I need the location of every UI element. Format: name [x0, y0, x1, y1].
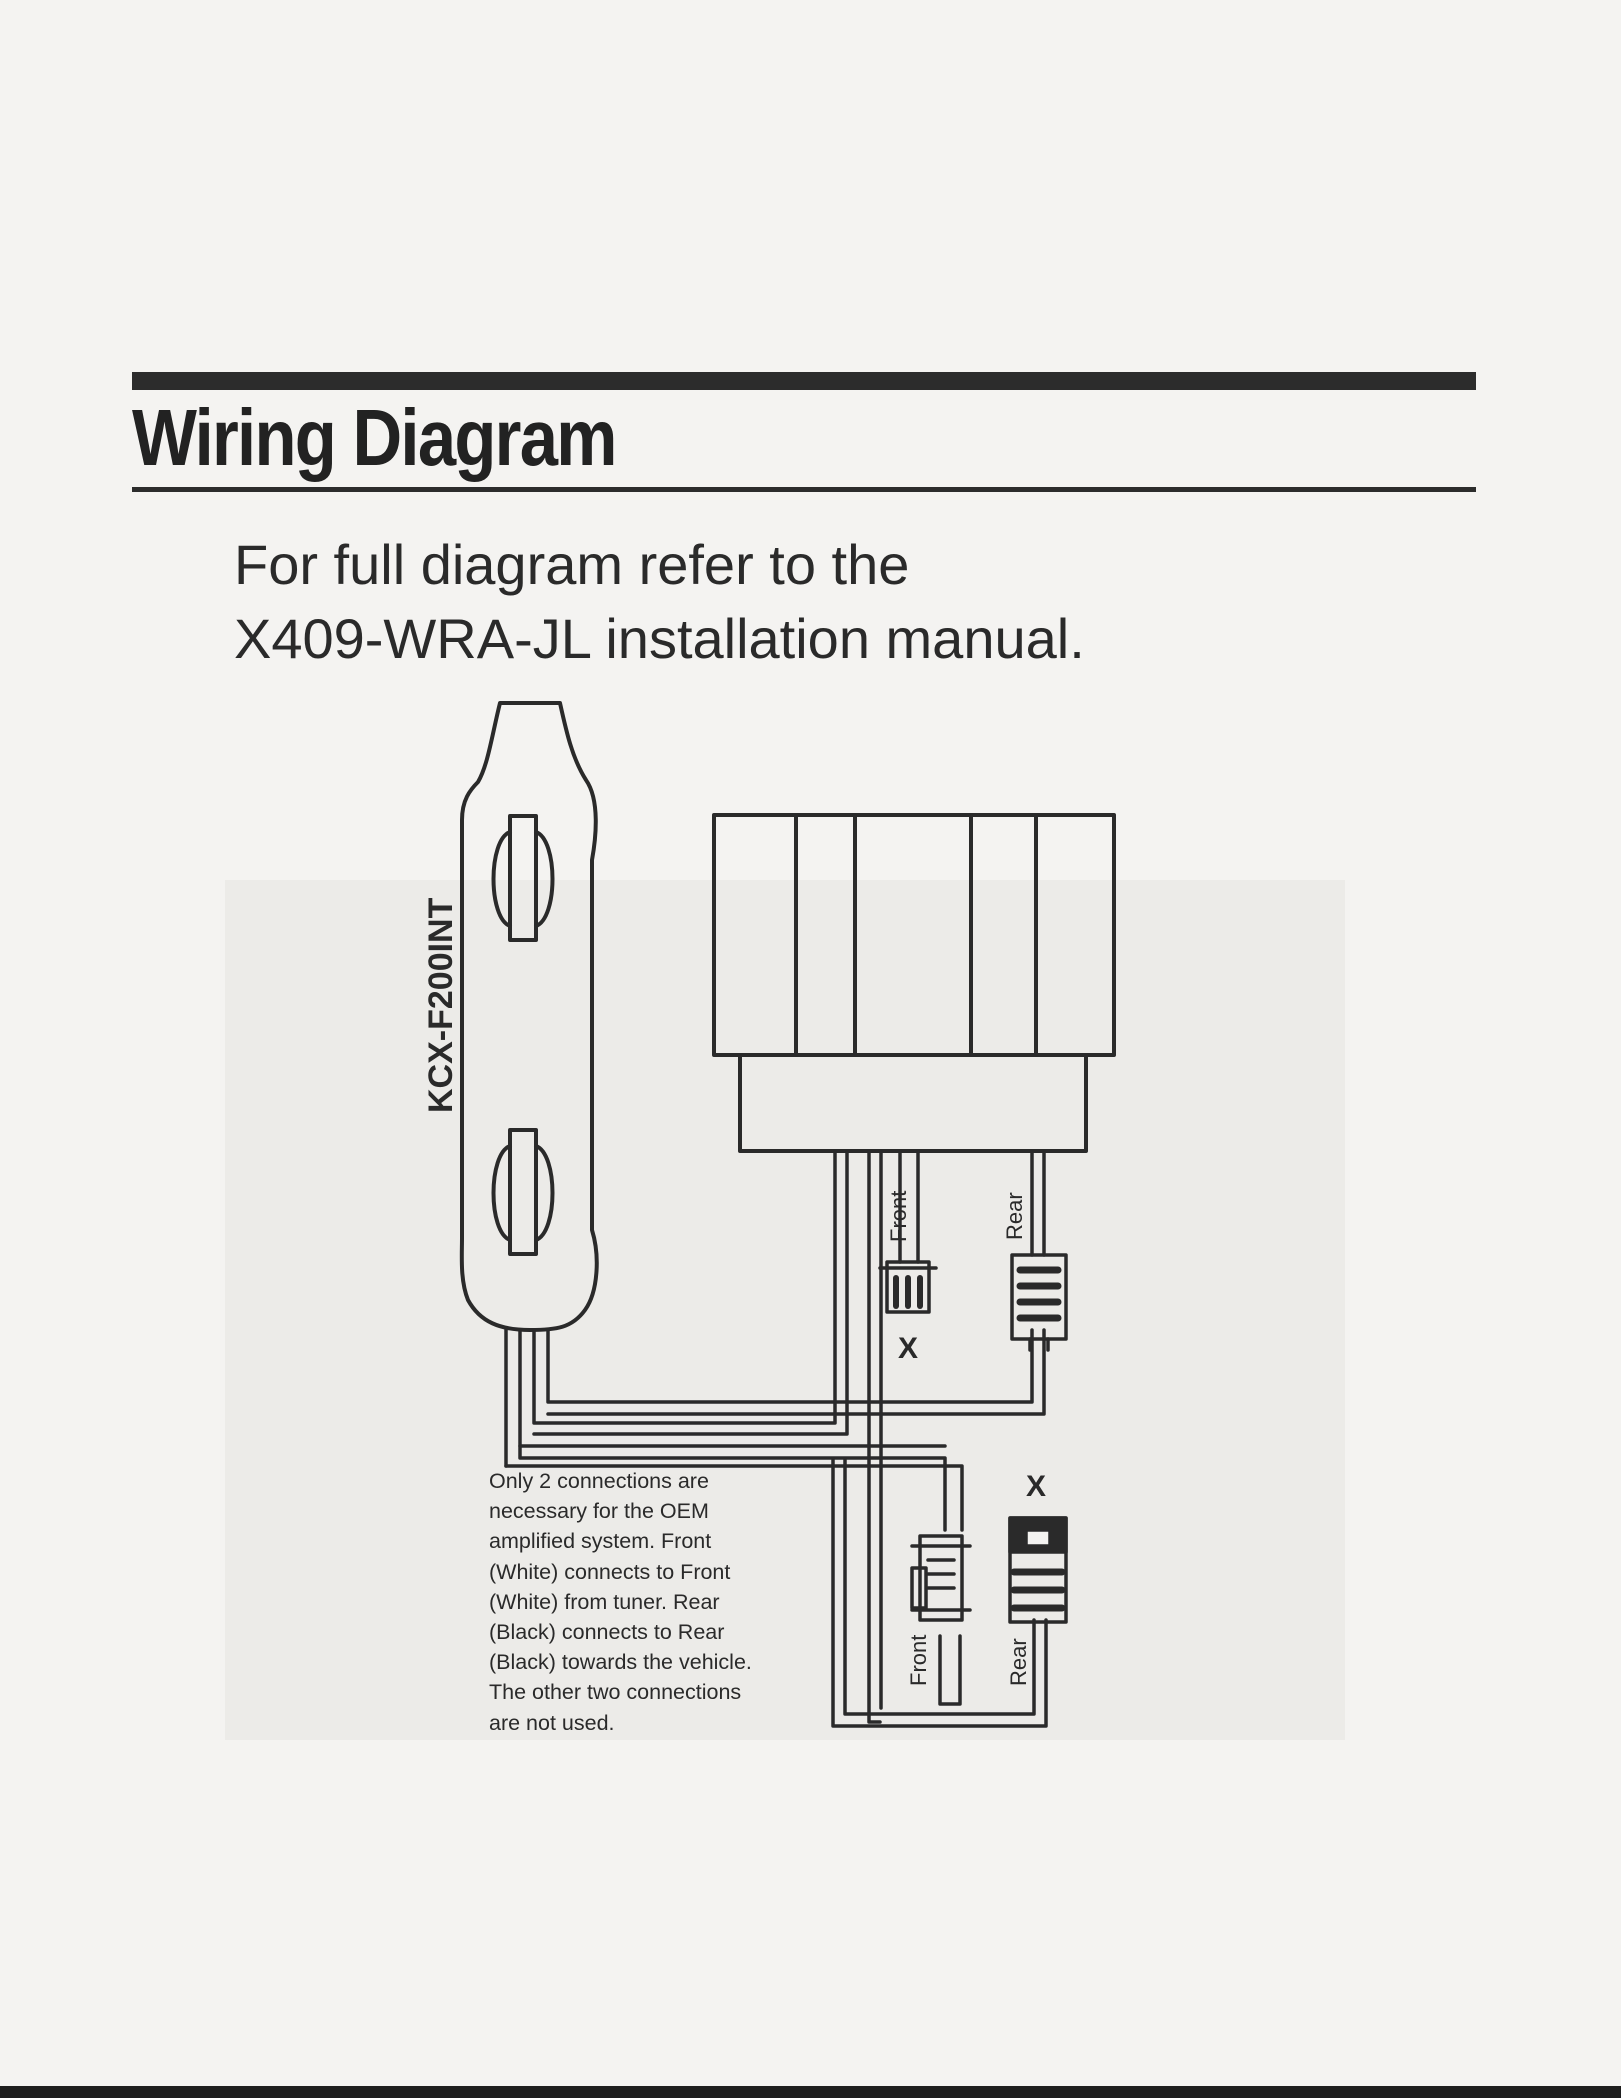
unused-mark-lower: X — [1026, 1470, 1047, 1503]
wire-label-rear-lower: Rear — [1006, 1638, 1031, 1686]
harness-connector-block — [714, 815, 1114, 1151]
intro-line-2: X409-WRA-JL installation manual. — [234, 607, 1085, 670]
wire-label-front-upper: Front — [886, 1190, 911, 1242]
lower-rear-connector — [1010, 1518, 1066, 1622]
upper-rear-connector — [1012, 1255, 1066, 1350]
module-label: KCX-F200INT — [422, 897, 460, 1113]
page-bottom-edge — [0, 2086, 1621, 2098]
intro-line-1: For full diagram refer to the — [234, 533, 910, 596]
lower-front-connector — [912, 1536, 970, 1620]
wire-label-rear-upper: Rear — [1002, 1192, 1027, 1240]
wire-label-front-lower: Front — [906, 1634, 931, 1686]
module-mount-upper — [494, 816, 553, 940]
section-title: Wiring Diagram — [132, 393, 616, 482]
connection-note: Only 2 connections are necessary for the OEM amplified system. Front (White) connects to Front (White) from tuner. Rear (Black) connects to Rear (Black) towards the vehicle. The other two connections are not used. — [489, 1469, 752, 1735]
upper-front-connector — [880, 1262, 936, 1312]
unused-mark-upper: X — [898, 1332, 919, 1365]
interface-module — [462, 703, 597, 1330]
module-mount-lower — [494, 1130, 553, 1254]
